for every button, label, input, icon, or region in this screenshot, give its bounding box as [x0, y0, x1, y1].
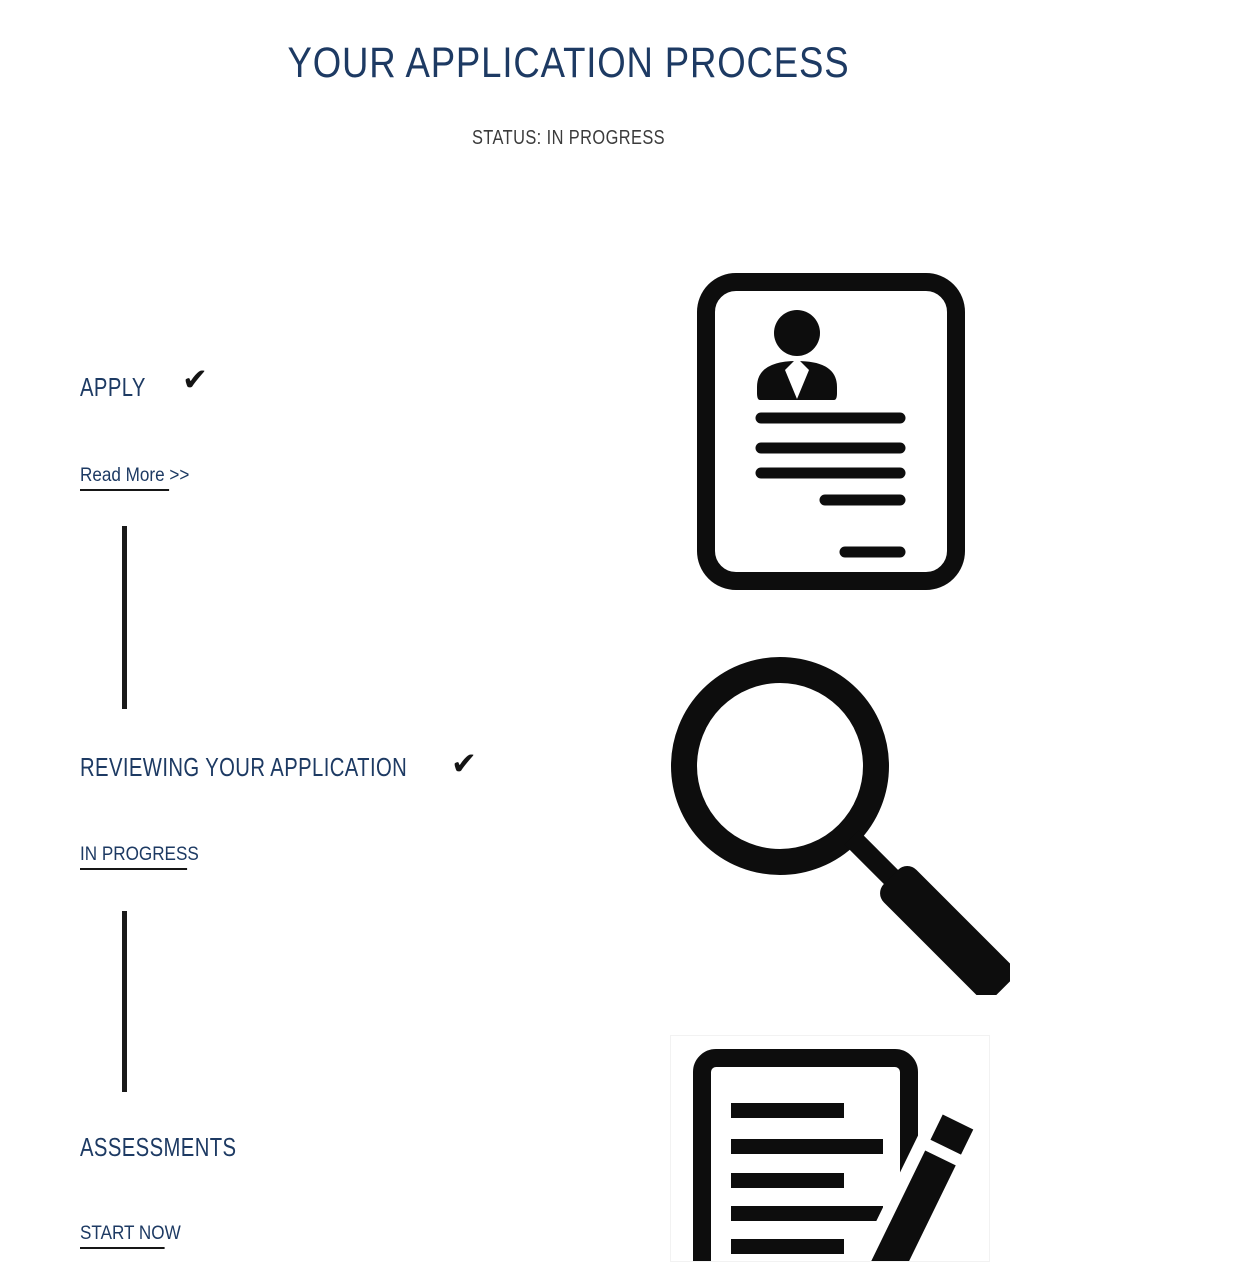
check-icon: ✔ — [182, 362, 208, 398]
step-title-assessments: ASSESSMENTS — [80, 1132, 237, 1162]
document-pencil-icon — [670, 1035, 990, 1262]
search-icon — [660, 650, 1010, 995]
page-title: YOUR APPLICATION PROCESS — [287, 39, 850, 87]
start-now-link[interactable] — [80, 1222, 181, 1246]
check-icon: ✔ — [451, 746, 477, 782]
read-more-link[interactable] — [80, 464, 189, 488]
step-title-reviewing: REVIEWING YOUR APPLICATION — [80, 752, 408, 782]
connector-line — [122, 526, 127, 709]
connector-line — [122, 911, 127, 1092]
step-title-apply: APPLY — [80, 372, 146, 402]
resume-icon — [697, 273, 965, 590]
in-progress-link-underlined: IN PROGRES — [80, 844, 187, 870]
status-text: STATUS: IN PROGRESS — [471, 127, 666, 149]
start-now-link-underlined: START NO — [80, 1223, 165, 1249]
in-progress-link-rest: S — [187, 844, 199, 865]
in-progress-link[interactable] — [80, 843, 199, 867]
read-more-link-arrows: >> — [169, 465, 190, 486]
read-more-link-underlined: Read More — [80, 465, 169, 491]
start-now-link-rest: W — [164, 1223, 181, 1244]
